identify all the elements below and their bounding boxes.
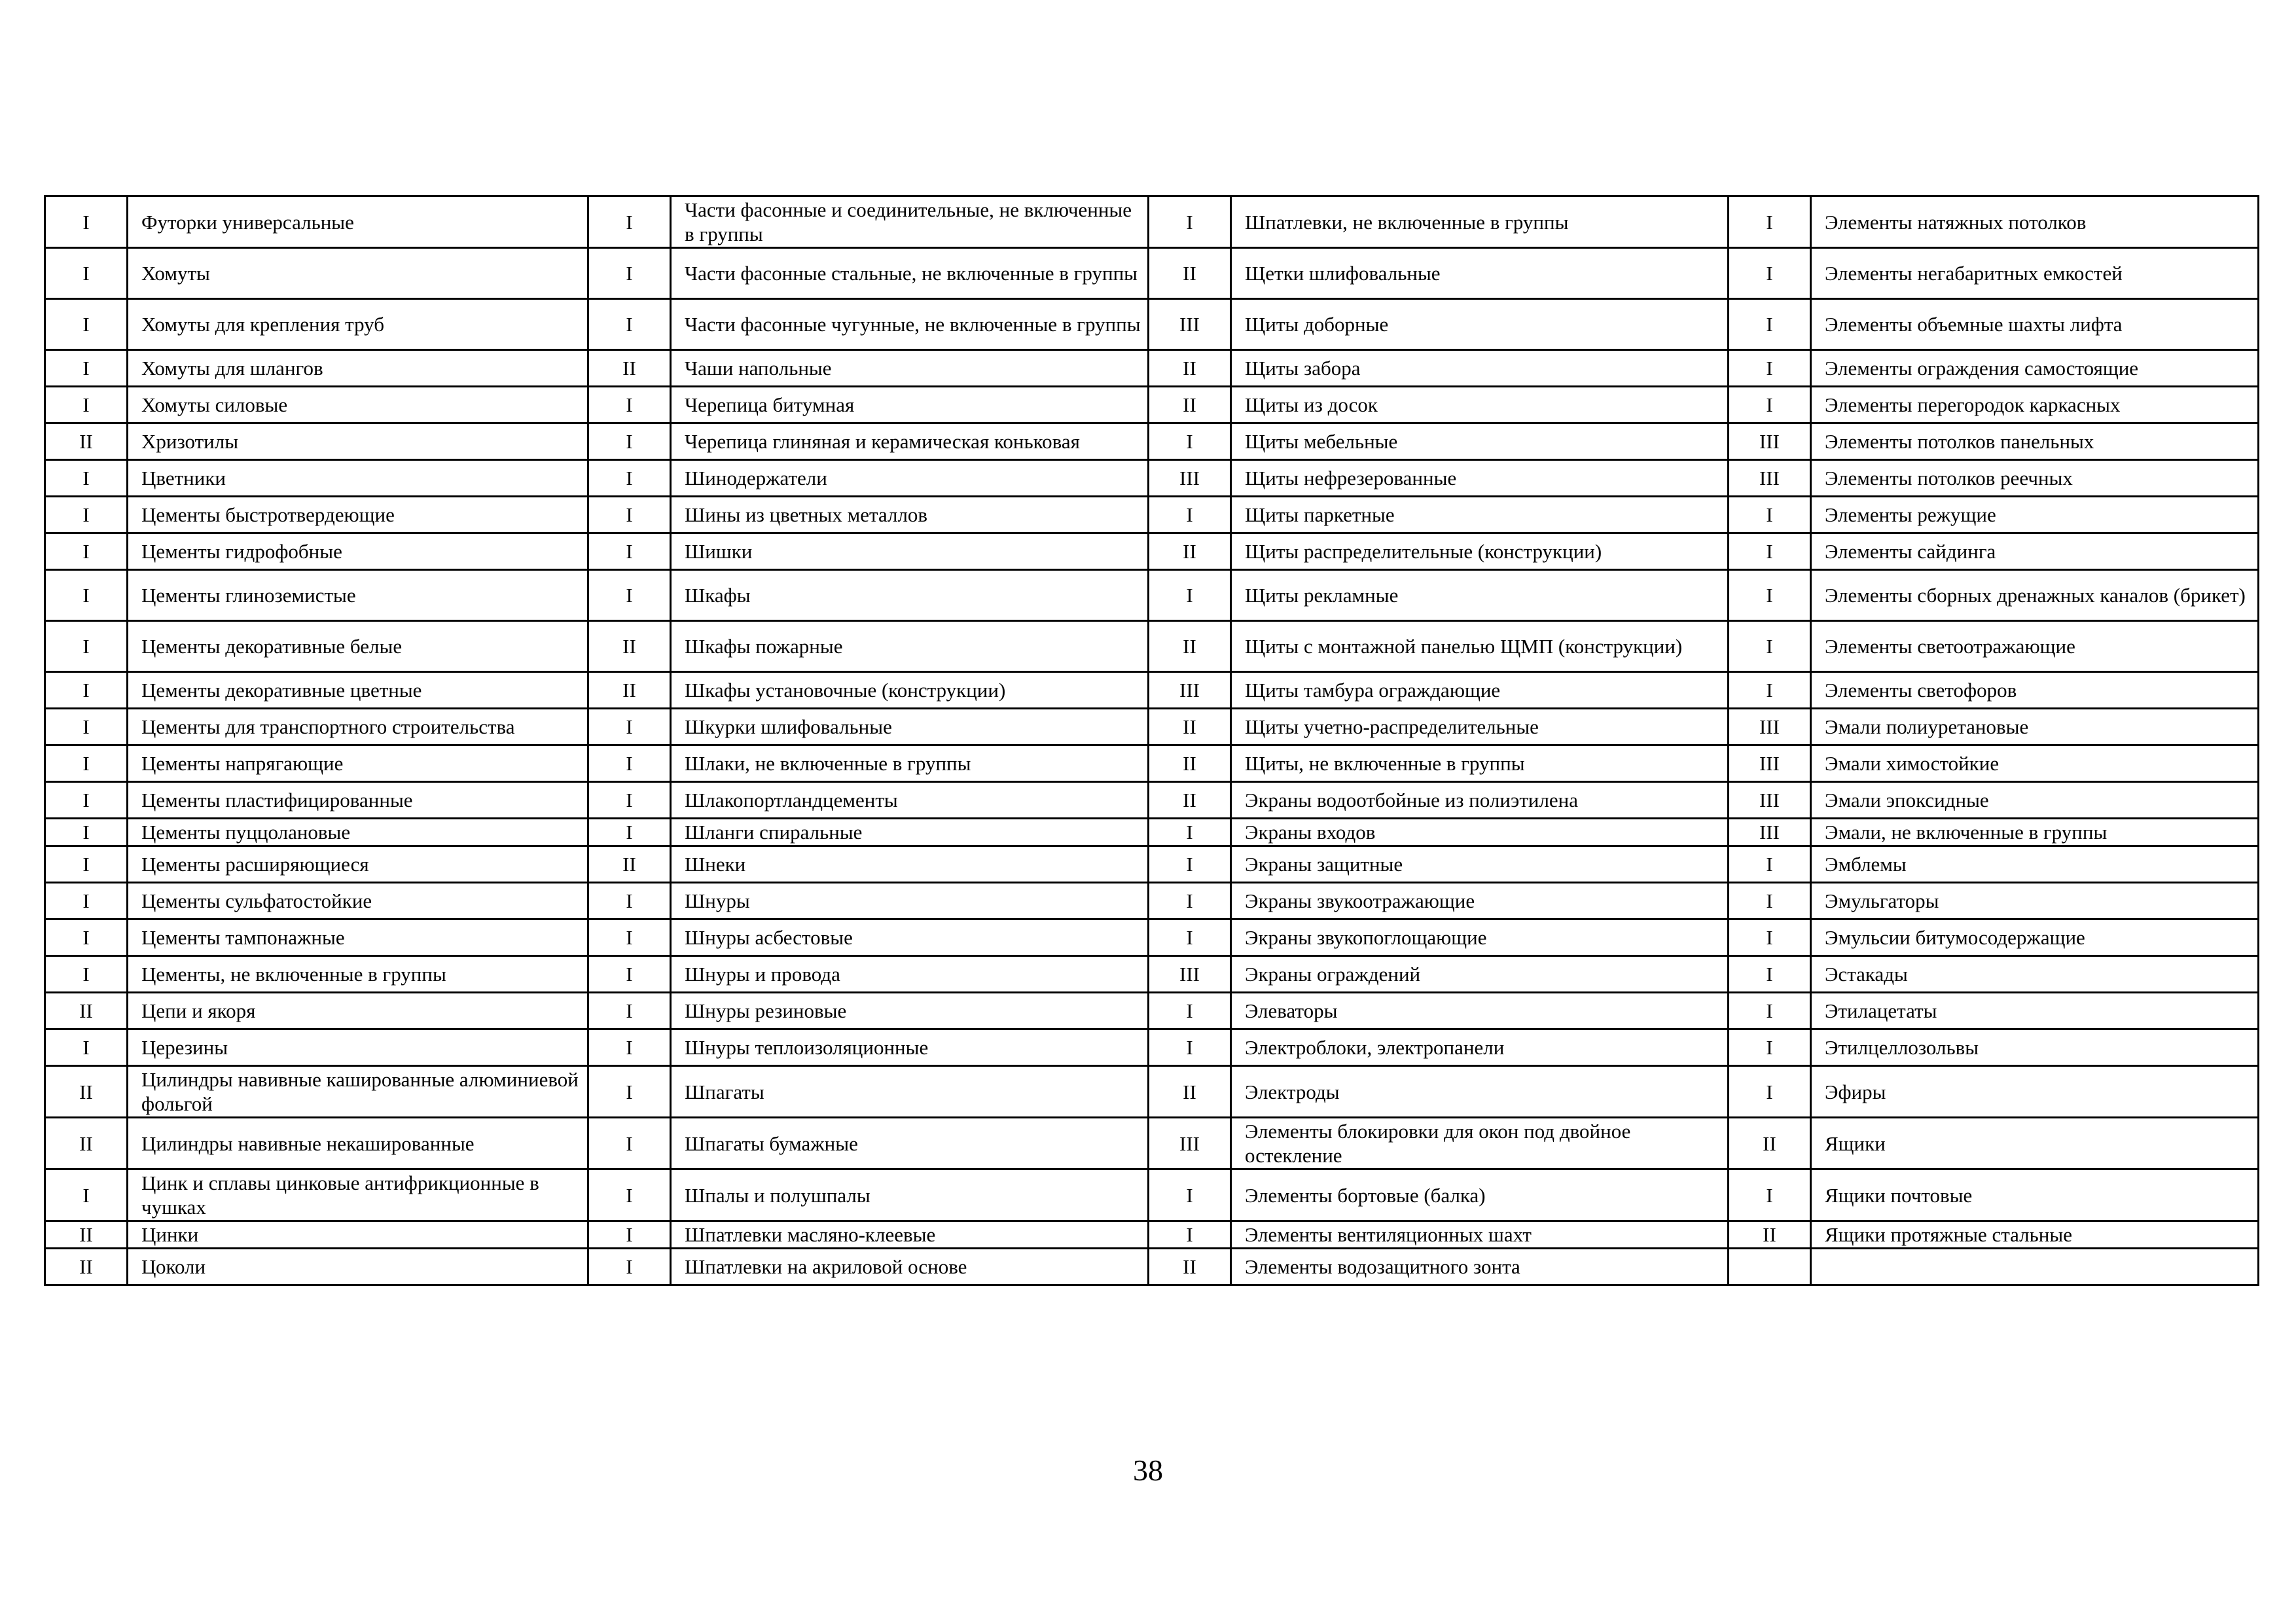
material-name-cell: Щетки шлифовальные <box>1231 248 1729 299</box>
group-cell: I <box>588 533 671 570</box>
group-cell: II <box>588 621 671 672</box>
material-name-cell: Элементы вентиляционных шахт <box>1231 1221 1729 1249</box>
material-name-cell: Цементы пластифицированные <box>128 782 588 819</box>
group-cell: II <box>1149 709 1231 745</box>
group-cell: II <box>1729 1221 1811 1249</box>
group-cell: I <box>1729 248 1811 299</box>
group-cell: II <box>1149 621 1231 672</box>
group-cell: I <box>588 1029 671 1066</box>
material-name-cell: Элементы потолков панельных <box>1811 423 2259 460</box>
group-cell: I <box>588 745 671 782</box>
table-row <box>45 533 2259 570</box>
material-name-cell: Щиты из досок <box>1231 387 1729 423</box>
table-row <box>45 460 2259 497</box>
table-row <box>45 819 2259 846</box>
material-name-cell: Шкафы пожарные <box>671 621 1149 672</box>
material-name-cell: Эмульсии битумосодержащие <box>1811 919 2259 956</box>
material-name-cell: Шкафы <box>671 570 1149 621</box>
material-name-cell: Цинки <box>128 1221 588 1249</box>
group-cell: I <box>1149 846 1231 883</box>
group-cell: II <box>1149 782 1231 819</box>
material-name-cell: Части фасонные стальные, не включенные в группы <box>671 248 1149 299</box>
group-cell: III <box>1729 782 1811 819</box>
table-row <box>45 745 2259 782</box>
material-name-cell: Цоколи <box>128 1249 588 1285</box>
material-name-cell: Элементы режущие <box>1811 497 2259 533</box>
group-cell: I <box>588 196 671 248</box>
group-cell: I <box>45 570 128 621</box>
material-name-cell: Хомуты <box>128 248 588 299</box>
group-cell: I <box>45 956 128 993</box>
table-row <box>45 919 2259 956</box>
table-row <box>45 1221 2259 1249</box>
group-cell: I <box>1729 846 1811 883</box>
table-row <box>45 621 2259 672</box>
material-name-cell: Цементы декоративные белые <box>128 621 588 672</box>
group-cell: I <box>1729 533 1811 570</box>
group-cell: I <box>1149 883 1231 919</box>
group-cell: I <box>1149 570 1231 621</box>
group-cell: I <box>1729 497 1811 533</box>
material-name-cell: Щиты доборные <box>1231 299 1729 350</box>
material-name-cell: Цементы пуццолановые <box>128 819 588 846</box>
group-cell: I <box>45 819 128 846</box>
group-cell: III <box>1729 709 1811 745</box>
material-name-cell: Элементы светофоров <box>1811 672 2259 709</box>
material-name-cell: Цилиндры навивные некашированные <box>128 1118 588 1169</box>
material-name-cell: Ящики почтовые <box>1811 1169 2259 1221</box>
material-name-cell: Эмали, не включенные в группы <box>1811 819 2259 846</box>
material-name-cell: Этилацетаты <box>1811 993 2259 1029</box>
material-name-cell: Ящики протяжные стальные <box>1811 1221 2259 1249</box>
group-cell: II <box>1149 1249 1231 1285</box>
table-row <box>45 1066 2259 1118</box>
material-name-cell: Цементы сульфатостойкие <box>128 883 588 919</box>
material-name-cell: Шнуры и провода <box>671 956 1149 993</box>
table-row <box>45 846 2259 883</box>
group-cell: III <box>1149 1118 1231 1169</box>
group-cell: II <box>45 1066 128 1118</box>
material-name-cell: Цепи и якоря <box>128 993 588 1029</box>
table-row <box>45 956 2259 993</box>
material-name-cell: Цветники <box>128 460 588 497</box>
group-cell: I <box>588 1118 671 1169</box>
material-name-cell: Цементы тампонажные <box>128 919 588 956</box>
material-name-cell: Хомуты силовые <box>128 387 588 423</box>
material-name-cell: Эмали химостойкие <box>1811 745 2259 782</box>
group-cell: I <box>588 956 671 993</box>
material-name-cell: Элементы сайдинга <box>1811 533 2259 570</box>
material-name-cell: Эмблемы <box>1811 846 2259 883</box>
table-row <box>45 196 2259 248</box>
material-name-cell: Цинк и сплавы цинковые антифрикционные в чушках <box>128 1169 588 1221</box>
material-name-cell: Шнеки <box>671 846 1149 883</box>
group-cell: I <box>588 299 671 350</box>
material-name-cell: Шпатлевки, не включенные в группы <box>1231 196 1729 248</box>
material-name-cell: Шнуры асбестовые <box>671 919 1149 956</box>
group-cell: II <box>588 672 671 709</box>
material-name-cell: Футорки универсальные <box>128 196 588 248</box>
group-cell <box>1729 1249 1811 1285</box>
group-cell: I <box>1149 1221 1231 1249</box>
material-name-cell: Элеваторы <box>1231 993 1729 1029</box>
group-cell: I <box>588 460 671 497</box>
group-cell: I <box>588 782 671 819</box>
material-name-cell: Черепица глиняная и керамическая коньковая <box>671 423 1149 460</box>
group-cell: I <box>45 196 128 248</box>
material-name-cell: Щиты мебельные <box>1231 423 1729 460</box>
material-name-cell: Щиты с монтажной панелью ЩМП (конструкции) <box>1231 621 1729 672</box>
material-name-cell: Электроблоки, электропанели <box>1231 1029 1729 1066</box>
group-cell: III <box>1729 819 1811 846</box>
group-cell: I <box>45 248 128 299</box>
group-cell: I <box>588 423 671 460</box>
group-cell: I <box>1149 993 1231 1029</box>
material-name-cell: Шнуры <box>671 883 1149 919</box>
material-name-cell <box>1811 1249 2259 1285</box>
material-name-cell: Щиты распределительные (конструкции) <box>1231 533 1729 570</box>
group-cell: II <box>588 846 671 883</box>
material-name-cell: Шпатлевки масляно-клеевые <box>671 1221 1149 1249</box>
material-name-cell: Шнуры резиновые <box>671 993 1149 1029</box>
material-name-cell: Шланги спиральные <box>671 819 1149 846</box>
group-cell: I <box>1149 919 1231 956</box>
material-name-cell: Эмали эпоксидные <box>1811 782 2259 819</box>
material-name-cell: Экраны звукопоглощающие <box>1231 919 1729 956</box>
table-row <box>45 570 2259 621</box>
material-name-cell: Цементы для транспортного строительства <box>128 709 588 745</box>
material-name-cell: Чаши напольные <box>671 350 1149 387</box>
material-name-cell: Эстакады <box>1811 956 2259 993</box>
group-cell: I <box>588 919 671 956</box>
material-name-cell: Шпалы и полушпалы <box>671 1169 1149 1221</box>
group-cell: I <box>45 919 128 956</box>
table-row <box>45 387 2259 423</box>
material-name-cell: Цементы, не включенные в группы <box>128 956 588 993</box>
group-cell: I <box>1729 1169 1811 1221</box>
group-cell: I <box>1729 621 1811 672</box>
group-cell: I <box>1149 1029 1231 1066</box>
table-row <box>45 497 2259 533</box>
material-name-cell: Щиты, не включенные в группы <box>1231 745 1729 782</box>
material-name-cell: Шлаки, не включенные в группы <box>671 745 1149 782</box>
material-name-cell: Шинодержатели <box>671 460 1149 497</box>
group-cell: I <box>45 709 128 745</box>
material-name-cell: Цементы быстротвердеющие <box>128 497 588 533</box>
material-name-cell: Черепица битумная <box>671 387 1149 423</box>
group-cell: I <box>45 533 128 570</box>
group-cell: III <box>1149 299 1231 350</box>
material-name-cell: Элементы натяжных потолков <box>1811 196 2259 248</box>
group-cell: I <box>1729 387 1811 423</box>
group-cell: I <box>588 570 671 621</box>
material-name-cell: Элементы ограждения самостоящие <box>1811 350 2259 387</box>
group-cell: II <box>1149 387 1231 423</box>
table-row <box>45 350 2259 387</box>
group-cell: I <box>45 846 128 883</box>
material-name-cell: Шкурки шлифовальные <box>671 709 1149 745</box>
group-cell: II <box>45 1221 128 1249</box>
group-cell: I <box>588 248 671 299</box>
material-name-cell: Хризотилы <box>128 423 588 460</box>
group-cell: I <box>1729 1029 1811 1066</box>
group-cell: I <box>1149 1169 1231 1221</box>
table-row <box>45 1169 2259 1221</box>
material-name-cell: Щиты учетно-распределительные <box>1231 709 1729 745</box>
group-cell: I <box>45 883 128 919</box>
group-cell: I <box>1729 350 1811 387</box>
group-cell: I <box>45 350 128 387</box>
material-name-cell: Шишки <box>671 533 1149 570</box>
group-cell: II <box>45 1249 128 1285</box>
material-name-cell: Цементы расширяющиеся <box>128 846 588 883</box>
material-name-cell: Шины из цветных металлов <box>671 497 1149 533</box>
group-cell: II <box>1729 1118 1811 1169</box>
group-cell: III <box>1729 423 1811 460</box>
group-cell: II <box>1149 248 1231 299</box>
group-cell: I <box>45 1029 128 1066</box>
group-cell: I <box>588 1221 671 1249</box>
material-name-cell: Экраны ограждений <box>1231 956 1729 993</box>
group-cell: I <box>1729 883 1811 919</box>
material-name-cell: Эфиры <box>1811 1066 2259 1118</box>
material-name-cell: Щиты тамбура ограждающие <box>1231 672 1729 709</box>
group-cell: III <box>1729 460 1811 497</box>
group-cell: I <box>45 387 128 423</box>
group-cell: II <box>1149 745 1231 782</box>
material-name-cell: Церезины <box>128 1029 588 1066</box>
table-body <box>45 196 2259 1285</box>
group-cell: I <box>1729 299 1811 350</box>
material-name-cell: Эмульгаторы <box>1811 883 2259 919</box>
group-cell: I <box>1149 196 1231 248</box>
group-cell: I <box>1149 423 1231 460</box>
group-cell: I <box>45 621 128 672</box>
material-name-cell: Цементы декоративные цветные <box>128 672 588 709</box>
group-cell: I <box>588 1169 671 1221</box>
material-name-cell: Элементы объемные шахты лифта <box>1811 299 2259 350</box>
material-name-cell: Элементы блокировки для окон под двойное остекление <box>1231 1118 1729 1169</box>
table-row <box>45 782 2259 819</box>
material-name-cell: Элементы потолков реечных <box>1811 460 2259 497</box>
group-cell: I <box>1729 672 1811 709</box>
group-cell: III <box>1729 745 1811 782</box>
group-cell: I <box>1149 497 1231 533</box>
material-name-cell: Части фасонные и соединительные, не включенные в группы <box>671 196 1149 248</box>
group-cell: I <box>45 672 128 709</box>
table-row <box>45 299 2259 350</box>
material-name-cell: Экраны водоотбойные из полиэтилена <box>1231 782 1729 819</box>
group-cell: III <box>1149 672 1231 709</box>
group-cell: I <box>1729 993 1811 1029</box>
group-cell: I <box>1729 956 1811 993</box>
material-name-cell: Хомуты для крепления труб <box>128 299 588 350</box>
material-name-cell: Цементы гидрофобные <box>128 533 588 570</box>
material-name-cell: Этилцеллозольвы <box>1811 1029 2259 1066</box>
material-name-cell: Части фасонные чугунные, не включенные в группы <box>671 299 1149 350</box>
page-number: 38 <box>1133 1454 1163 1487</box>
group-cell: II <box>588 350 671 387</box>
material-name-cell: Щиты рекламные <box>1231 570 1729 621</box>
table-row <box>45 1249 2259 1285</box>
group-cell: I <box>1149 819 1231 846</box>
table-row <box>45 672 2259 709</box>
table-row <box>45 1118 2259 1169</box>
group-cell: I <box>45 460 128 497</box>
table-row <box>45 993 2259 1029</box>
material-name-cell: Экраны защитные <box>1231 846 1729 883</box>
material-name-cell: Элементы светоотражающие <box>1811 621 2259 672</box>
group-cell: I <box>588 819 671 846</box>
material-name-cell: Шпагаты <box>671 1066 1149 1118</box>
group-cell: I <box>45 782 128 819</box>
group-cell: I <box>45 497 128 533</box>
group-cell: III <box>1149 460 1231 497</box>
group-cell: I <box>1729 1066 1811 1118</box>
material-name-cell: Шнуры теплоизоляционные <box>671 1029 1149 1066</box>
material-name-cell: Цементы глиноземистые <box>128 570 588 621</box>
group-cell: I <box>588 993 671 1029</box>
group-cell: II <box>1149 350 1231 387</box>
group-cell: III <box>1149 956 1231 993</box>
group-cell: I <box>588 497 671 533</box>
table-row <box>45 883 2259 919</box>
material-name-cell: Ящики <box>1811 1118 2259 1169</box>
material-name-cell: Эмали полиуретановые <box>1811 709 2259 745</box>
table-row <box>45 709 2259 745</box>
material-name-cell: Элементы бортовые (балка) <box>1231 1169 1729 1221</box>
material-name-cell: Цементы напрягающие <box>128 745 588 782</box>
group-cell: II <box>1149 1066 1231 1118</box>
group-cell: II <box>45 993 128 1029</box>
group-cell: I <box>1729 570 1811 621</box>
group-cell: I <box>1729 196 1811 248</box>
material-name-cell: Щиты забора <box>1231 350 1729 387</box>
material-name-cell: Элементы перегородок каркасных <box>1811 387 2259 423</box>
material-name-cell: Шкафы установочные (конструкции) <box>671 672 1149 709</box>
material-name-cell: Цилиндры навивные кашированные алюминиевой фольгой <box>128 1066 588 1118</box>
material-name-cell: Шпагаты бумажные <box>671 1118 1149 1169</box>
material-name-cell: Элементы водозащитного зонта <box>1231 1249 1729 1285</box>
group-cell: I <box>588 1249 671 1285</box>
material-name-cell: Элементы негабаритных емкостей <box>1811 248 2259 299</box>
group-cell: II <box>1149 533 1231 570</box>
classification-table <box>44 195 2259 1286</box>
material-name-cell: Экраны звукоотражающие <box>1231 883 1729 919</box>
group-cell: I <box>588 709 671 745</box>
material-name-cell: Электроды <box>1231 1066 1729 1118</box>
material-name-cell: Хомуты для шлангов <box>128 350 588 387</box>
group-cell: I <box>1729 919 1811 956</box>
material-name-cell: Элементы сборных дренажных каналов (брикет) <box>1811 570 2259 621</box>
group-cell: I <box>45 745 128 782</box>
group-cell: I <box>45 299 128 350</box>
group-cell: I <box>588 387 671 423</box>
material-name-cell: Щиты нефрезерованные <box>1231 460 1729 497</box>
material-name-cell: Шпатлевки на акриловой основе <box>671 1249 1149 1285</box>
group-cell: I <box>588 883 671 919</box>
material-name-cell: Экраны входов <box>1231 819 1729 846</box>
group-cell: II <box>45 1118 128 1169</box>
table-row <box>45 1029 2259 1066</box>
table-row <box>45 248 2259 299</box>
material-name-cell: Щиты паркетные <box>1231 497 1729 533</box>
material-name-cell: Шлакопортландцементы <box>671 782 1149 819</box>
group-cell: I <box>588 1066 671 1118</box>
table-row <box>45 423 2259 460</box>
group-cell: II <box>45 423 128 460</box>
group-cell: I <box>45 1169 128 1221</box>
